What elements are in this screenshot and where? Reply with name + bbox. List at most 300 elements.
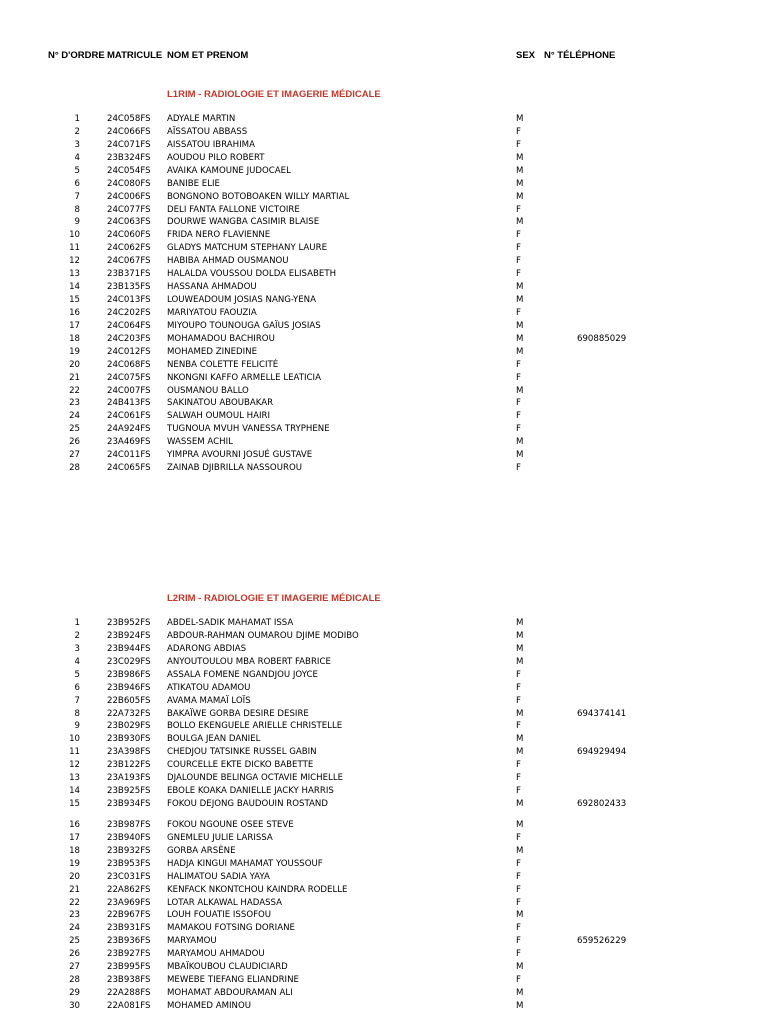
- cell-name: SALWAH OUMOUL HAIRI: [167, 411, 271, 422]
- cell-matricule: 24C060FS: [107, 230, 151, 241]
- table-row: [0, 682, 768, 695]
- cell-matricule: 22A862FS: [107, 884, 151, 895]
- cell-num: 10: [69, 734, 80, 745]
- cell-num: 27: [69, 962, 80, 973]
- cell-sex: F: [516, 923, 521, 934]
- section-title-l1rim: L1RIM - RADIOLOGIE ET IMAGERIE MÉDICALE: [167, 89, 381, 100]
- cell-sex: F: [516, 832, 521, 843]
- cell-sex: M: [516, 630, 524, 641]
- cell-name: ANYOUTOULOU MBA ROBERT FABRICE: [167, 656, 331, 667]
- cell-name: LOUH FOUATIE ISSOFOU: [167, 910, 272, 921]
- cell-num: 10: [69, 230, 80, 241]
- cell-phone: 690885029: [577, 333, 627, 344]
- cell-matricule: 23B986FS: [107, 669, 151, 680]
- cell-phone: 694929494: [577, 747, 627, 758]
- cell-matricule: 24C058FS: [107, 114, 151, 124]
- cell-sex: M: [516, 962, 524, 973]
- cell-sex: M: [516, 708, 524, 719]
- table-row: [0, 617, 768, 630]
- cell-matricule: 24C067FS: [107, 256, 151, 267]
- table-row: [0, 759, 768, 772]
- cell-num: 24: [69, 411, 80, 422]
- cell-sex: M: [516, 295, 524, 306]
- cell-name: MOHAMAT ABDOURAMAN ALI: [167, 988, 293, 999]
- cell-sex: M: [516, 437, 524, 448]
- cell-sex: F: [516, 307, 521, 318]
- cell-sex: M: [516, 191, 524, 202]
- cell-sex: F: [516, 760, 521, 771]
- cell-matricule: 24C075FS: [107, 372, 151, 383]
- table-row: [0, 126, 768, 139]
- cell-sex: M: [516, 152, 524, 163]
- cell-name: AISSATOU IBRAHIMA: [167, 139, 255, 150]
- table-row: [0, 832, 768, 845]
- cell-num: 21: [69, 884, 80, 895]
- table-row: [0, 974, 768, 987]
- cell-name: MOHAMED ZINEDINE: [167, 346, 258, 357]
- cell-matricule: 24C011FS: [107, 450, 151, 461]
- cell-name: KENFACK NKONTCHOU KAINDRA RODELLE: [167, 884, 348, 895]
- cell-matricule: 23B029FS: [107, 721, 151, 732]
- cell-sex: M: [516, 114, 524, 124]
- cell-name: MOHAMADOU BACHIROU: [167, 333, 275, 344]
- cell-matricule: 22B605FS: [107, 695, 151, 706]
- cell-name: HALIMATOU SADIA YAYA: [167, 871, 270, 882]
- cell-num: 29: [69, 988, 80, 999]
- cell-matricule: 22A732FS: [107, 708, 151, 719]
- cell-name: ZAINAB DJIBRILLA NASSOUROU: [167, 463, 303, 474]
- cell-num: 12: [69, 256, 80, 267]
- cell-num: 22: [69, 385, 80, 396]
- cell-sex: F: [516, 695, 521, 706]
- cell-matricule: 24C007FS: [107, 385, 151, 396]
- cell-num: 11: [69, 747, 80, 758]
- cell-num: 15: [69, 799, 80, 810]
- cell-name: BONGNONO BOTOBOAKEN WILLY MARTIAL: [167, 191, 350, 202]
- cell-matricule: 24C061FS: [107, 411, 151, 422]
- cell-num: 25: [69, 424, 80, 435]
- cell-matricule: 24A924FS: [107, 424, 151, 435]
- cell-matricule: 23B925FS: [107, 786, 151, 797]
- cell-sex: F: [516, 269, 521, 280]
- table-row: [0, 165, 768, 178]
- cell-sex: M: [516, 1000, 524, 1011]
- cell-sex: M: [516, 799, 524, 810]
- table-row: [0, 204, 768, 217]
- table-row: [0, 845, 768, 858]
- table-row: [0, 152, 768, 165]
- cell-name: MAMAKOU FOTSING DORIANE: [167, 923, 295, 934]
- cell-sex: M: [516, 450, 524, 461]
- cell-matricule: 24C077FS: [107, 204, 151, 215]
- cell-name: SAKINATOU ABOUBAKAR: [167, 398, 274, 409]
- table-row: [0, 216, 768, 229]
- cell-name: GORBA ARSÈNE: [167, 845, 236, 856]
- cell-num: 1: [74, 114, 80, 124]
- cell-sex: F: [516, 858, 521, 869]
- cell-num: 23: [69, 910, 80, 921]
- table-row: [0, 346, 768, 359]
- cell-num: 13: [69, 773, 80, 784]
- cell-matricule: 23B944FS: [107, 643, 151, 654]
- table-row: [0, 359, 768, 372]
- cell-name: AVAMA MAMAÏ LOÏS: [167, 695, 251, 706]
- cell-sex: M: [516, 333, 524, 344]
- cell-sex: M: [516, 819, 524, 830]
- cell-sex: F: [516, 230, 521, 241]
- cell-sex: F: [516, 398, 521, 409]
- cell-matricule: 22B967FS: [107, 910, 151, 921]
- header-nom: NOM ET PRENOM: [167, 50, 249, 61]
- table-row: [0, 307, 768, 320]
- cell-name: ATIKATOU ADAMOU: [167, 682, 251, 693]
- cell-matricule: 24C064FS: [107, 320, 151, 331]
- cell-matricule: 23A398FS: [107, 747, 151, 758]
- cell-num: 19: [69, 346, 80, 357]
- table-row: [0, 897, 768, 910]
- cell-name: AOUDOU PILO ROBERT: [167, 152, 265, 163]
- cell-num: 3: [74, 139, 80, 150]
- table-row: [0, 669, 768, 682]
- cell-num: 26: [69, 949, 80, 960]
- cell-sex: F: [516, 243, 521, 254]
- cell-num: 11: [69, 243, 80, 254]
- cell-sex: F: [516, 773, 521, 784]
- cell-sex: M: [516, 643, 524, 654]
- cell-name: LOTAR ALKAWAL HADASSA: [167, 897, 283, 908]
- cell-num: 17: [69, 320, 80, 331]
- cell-num: 5: [74, 165, 80, 176]
- cell-sex: F: [516, 669, 521, 680]
- table-row: [0, 922, 768, 935]
- cell-num: 23: [69, 398, 80, 409]
- cell-name: GNEMLEU JULIE LARISSA: [167, 832, 273, 843]
- cell-matricule: 23A469FS: [107, 437, 151, 448]
- cell-num: 30: [69, 1000, 80, 1011]
- cell-sex: F: [516, 424, 521, 435]
- table-row: [0, 948, 768, 961]
- cell-sex: M: [516, 165, 524, 176]
- table-row: [0, 909, 768, 922]
- cell-num: 7: [74, 695, 80, 706]
- cell-name: LOUWEADOUM JOSIAS NANG-YENA: [167, 295, 316, 306]
- cell-sex: F: [516, 682, 521, 693]
- table-row: [0, 935, 768, 948]
- cell-name: MEWEBE TIEFANG ELIANDRINE: [167, 975, 299, 986]
- table-row: [0, 819, 768, 832]
- cell-name: ABDOUR-RAHMAN OUMAROU DJIME MODIBO: [167, 630, 359, 641]
- cell-matricule: 23B995FS: [107, 962, 151, 973]
- cell-matricule: 24C066FS: [107, 126, 151, 137]
- cell-name: HASSANA AHMADOU: [167, 282, 257, 293]
- cell-num: 14: [69, 786, 80, 797]
- cell-num: 9: [74, 217, 80, 228]
- table-row: [0, 449, 768, 462]
- cell-sex: M: [516, 178, 524, 189]
- table-row: [0, 410, 768, 423]
- cell-matricule: 23C031FS: [107, 871, 151, 882]
- cell-name: ASSALA FOMENE NGANDJOU JOYCE: [167, 669, 318, 680]
- cell-matricule: 24C080FS: [107, 178, 151, 189]
- cell-matricule: 23B940FS: [107, 832, 151, 843]
- cell-sex: M: [516, 282, 524, 293]
- cell-matricule: 23B931FS: [107, 923, 151, 934]
- cell-matricule: 24C012FS: [107, 346, 151, 357]
- cell-num: 16: [69, 307, 80, 318]
- cell-num: 1: [74, 618, 80, 628]
- cell-matricule: 23B371FS: [107, 269, 151, 280]
- cell-matricule: 24C013FS: [107, 295, 151, 306]
- cell-matricule: 23B135FS: [107, 282, 151, 293]
- cell-matricule: 24C202FS: [107, 307, 151, 318]
- cell-sex: M: [516, 734, 524, 745]
- cell-name: BANIBE ELIE: [167, 178, 220, 189]
- cell-matricule: 24C068FS: [107, 359, 151, 370]
- cell-matricule: 24C054FS: [107, 165, 151, 176]
- cell-sex: M: [516, 910, 524, 921]
- cell-sex: F: [516, 256, 521, 267]
- cell-matricule: 24C062FS: [107, 243, 151, 254]
- cell-matricule: 22A081FS: [107, 1000, 151, 1011]
- cell-num: 7: [74, 191, 80, 202]
- table-row: [0, 798, 768, 811]
- cell-sex: M: [516, 618, 524, 628]
- cell-phone: 659526229: [577, 936, 627, 947]
- cell-num: 15: [69, 295, 80, 306]
- cell-sex: F: [516, 359, 521, 370]
- cell-matricule: 22A288FS: [107, 988, 151, 999]
- table-row: [0, 643, 768, 656]
- cell-num: 18: [69, 333, 80, 344]
- table-row: [0, 281, 768, 294]
- cell-matricule: 23A969FS: [107, 897, 151, 908]
- cell-num: 25: [69, 936, 80, 947]
- cell-sex: M: [516, 320, 524, 331]
- cell-name: YIMPRA AVOURNI JOSUÉ GUSTAVE: [167, 450, 313, 461]
- cell-num: 13: [69, 269, 80, 280]
- table-row: [0, 746, 768, 759]
- cell-name: MBAÏKOUBOU CLAUDICIARD: [167, 962, 288, 973]
- cell-sex: M: [516, 385, 524, 396]
- cell-sex: F: [516, 949, 521, 960]
- cell-name: ADYALE MARTIN: [167, 114, 236, 124]
- table-row: [0, 436, 768, 449]
- table-row: [0, 191, 768, 204]
- cell-num: 5: [74, 669, 80, 680]
- table-row: [0, 884, 768, 897]
- table-row: [0, 255, 768, 268]
- table-row: [0, 630, 768, 643]
- cell-num: 16: [69, 819, 80, 830]
- table-row: [0, 333, 768, 346]
- cell-num: 12: [69, 760, 80, 771]
- cell-name: EBOLE KOAKA DANIELLE JACKY HARRIS: [167, 786, 334, 797]
- cell-num: 20: [69, 359, 80, 370]
- cell-name: TUGNOUA MVUH VANESSA TRYPHENE: [167, 424, 330, 435]
- header-telephone: N° TÉLÉPHONE: [544, 50, 616, 61]
- cell-name: WASSEM ACHIL: [167, 437, 233, 448]
- cell-name: COURCELLE EKTE DICKO BABETTE: [167, 760, 314, 771]
- cell-sex: F: [516, 786, 521, 797]
- header-ordre: N° D'ORDRE: [48, 50, 105, 61]
- cell-num: 2: [74, 126, 80, 137]
- table-row: [0, 229, 768, 242]
- cell-name: NKONGNI KAFFO ARMELLE LEATICIA: [167, 372, 321, 383]
- cell-num: 26: [69, 437, 80, 448]
- cell-sex: M: [516, 988, 524, 999]
- cell-name: MIYOUPO TOUNOUGA GAÏUS JOSIAS: [167, 320, 321, 331]
- cell-num: 8: [74, 708, 80, 719]
- cell-sex: F: [516, 204, 521, 215]
- cell-name: BAKAÏWE GORBA DESIRE DESIRE: [167, 708, 309, 719]
- cell-sex: F: [516, 871, 521, 882]
- cell-matricule: 23B953FS: [107, 858, 151, 869]
- cell-name: OUSMANOU BALLO: [167, 385, 249, 396]
- cell-name: HALALDA VOUSSOU DOLDA ELISABETH: [167, 269, 337, 280]
- cell-name: AÏSSATOU ABBASS: [167, 126, 248, 137]
- cell-matricule: 23B324FS: [107, 152, 151, 163]
- cell-sex: M: [516, 747, 524, 758]
- cell-matricule: 23B927FS: [107, 949, 151, 960]
- cell-matricule: 23B936FS: [107, 936, 151, 947]
- cell-phone: 692802433: [577, 799, 627, 810]
- cell-matricule: 23B987FS: [107, 819, 151, 830]
- cell-name: FOKOU DEJONG BAUDOUIN ROSTAND: [167, 799, 328, 810]
- cell-num: 28: [69, 975, 80, 986]
- cell-num: 18: [69, 845, 80, 856]
- table-row: [0, 397, 768, 410]
- table-row: [0, 423, 768, 436]
- cell-num: 8: [74, 204, 80, 215]
- cell-num: 19: [69, 858, 80, 869]
- table-row: [0, 372, 768, 385]
- cell-num: 22: [69, 897, 80, 908]
- cell-name: GLADYS MATCHUM STEPHANY LAURE: [167, 243, 327, 254]
- table-row: [0, 708, 768, 721]
- table-row: [0, 242, 768, 255]
- table-row: [0, 871, 768, 884]
- cell-matricule: 24C203FS: [107, 333, 151, 344]
- cell-matricule: 23B930FS: [107, 734, 151, 745]
- cell-name: MARYAMOU: [167, 936, 217, 947]
- table-row: [0, 733, 768, 746]
- cell-matricule: 23B122FS: [107, 760, 151, 771]
- cell-matricule: 23B932FS: [107, 845, 151, 856]
- cell-sex: F: [516, 139, 521, 150]
- cell-num: 3: [74, 643, 80, 654]
- cell-phone: 694374141: [577, 708, 627, 719]
- cell-num: 6: [74, 682, 80, 693]
- cell-name: MARIYATOU FAOUZIA: [167, 307, 257, 318]
- table-row: [0, 772, 768, 785]
- header-matricule: MATRICULE: [107, 50, 163, 61]
- cell-num: 28: [69, 463, 80, 474]
- cell-num: 9: [74, 721, 80, 732]
- cell-sex: F: [516, 936, 521, 947]
- cell-sex: F: [516, 884, 521, 895]
- table-row: [0, 268, 768, 281]
- cell-num: 4: [74, 152, 80, 163]
- table-row: [0, 294, 768, 307]
- cell-matricule: 24C063FS: [107, 217, 151, 228]
- cell-name: MOHAMED AMINOU: [167, 1000, 252, 1011]
- cell-sex: F: [516, 897, 521, 908]
- cell-sex: F: [516, 372, 521, 383]
- cell-name: HABIBA AHMAD OUSMANOU: [167, 256, 289, 267]
- cell-matricule: 24C071FS: [107, 139, 151, 150]
- cell-name: CHEDJOU TATSINKE RUSSEL GABIN: [167, 747, 317, 758]
- cell-sex: M: [516, 346, 524, 357]
- cell-num: 6: [74, 178, 80, 189]
- cell-num: 20: [69, 871, 80, 882]
- table-row: [0, 695, 768, 708]
- cell-sex: F: [516, 463, 521, 474]
- cell-name: HADJA KINGUI MAHAMAT YOUSSOUF: [167, 858, 323, 869]
- cell-name: BOULGA JEAN DANIEL: [167, 734, 261, 745]
- cell-sex: F: [516, 721, 521, 732]
- cell-name: MARYAMOU AHMADOU: [167, 949, 265, 960]
- cell-name: DOURWE WANGBA CASIMIR BLAISE: [167, 217, 320, 228]
- cell-name: NENBA COLETTE FELICITÉ: [167, 359, 279, 370]
- table-row: [0, 656, 768, 669]
- cell-num: 2: [74, 630, 80, 641]
- cell-num: 21: [69, 372, 80, 383]
- cell-matricule: 23B934FS: [107, 799, 151, 810]
- cell-num: 17: [69, 832, 80, 843]
- cell-sex: M: [516, 217, 524, 228]
- table-row: [0, 320, 768, 333]
- cell-name: BOLLO EKENGUELE ARIELLE CHRISTELLE: [167, 721, 343, 732]
- cell-matricule: 23B938FS: [107, 975, 151, 986]
- cell-name: ADARONG ABDIAS: [167, 643, 247, 654]
- cell-sex: M: [516, 845, 524, 856]
- cell-matricule: 23C029FS: [107, 656, 151, 667]
- cell-matricule: 23B924FS: [107, 630, 151, 641]
- cell-sex: M: [516, 656, 524, 667]
- table-row: [0, 178, 768, 191]
- cell-name: DELI FANTA FALLONE VICTOIRE: [167, 204, 300, 215]
- cell-sex: F: [516, 126, 521, 137]
- cell-matricule: 24C006FS: [107, 191, 151, 202]
- table-row: [0, 858, 768, 871]
- cell-num: 14: [69, 282, 80, 293]
- cell-num: 27: [69, 450, 80, 461]
- cell-matricule: 23A193FS: [107, 773, 151, 784]
- cell-num: 4: [74, 656, 80, 667]
- table-row: [0, 720, 768, 733]
- cell-sex: F: [516, 411, 521, 422]
- table-row: [0, 113, 768, 126]
- cell-name: DJALOUNDE BELINGA OCTAVIE MICHELLE: [167, 773, 344, 784]
- cell-matricule: 23B946FS: [107, 682, 151, 693]
- section-title-l2rim: L2RIM - RADIOLOGIE ET IMAGERIE MÉDICALE: [167, 593, 381, 604]
- cell-sex: F: [516, 975, 521, 986]
- cell-num: 24: [69, 923, 80, 934]
- cell-matricule: 24B413FS: [107, 398, 151, 409]
- table-row: [0, 385, 768, 398]
- cell-matricule: 24C065FS: [107, 463, 151, 474]
- cell-matricule: 23B952FS: [107, 618, 151, 628]
- table-row: [0, 961, 768, 974]
- table-row: [0, 785, 768, 798]
- header-sex: SEX: [516, 50, 536, 61]
- cell-name: FRIDA NERO FLAVIENNE: [167, 230, 271, 241]
- cell-name: AVAIKA KAMOUNE JUDOCAEL: [167, 165, 291, 176]
- cell-name: ABDEL-SADIK MAHAMAT ISSA: [167, 618, 294, 628]
- table-row: [0, 987, 768, 1000]
- table-row: [0, 1000, 768, 1013]
- cell-name: FOKOU NGOUNE OSEE STEVE: [167, 819, 294, 830]
